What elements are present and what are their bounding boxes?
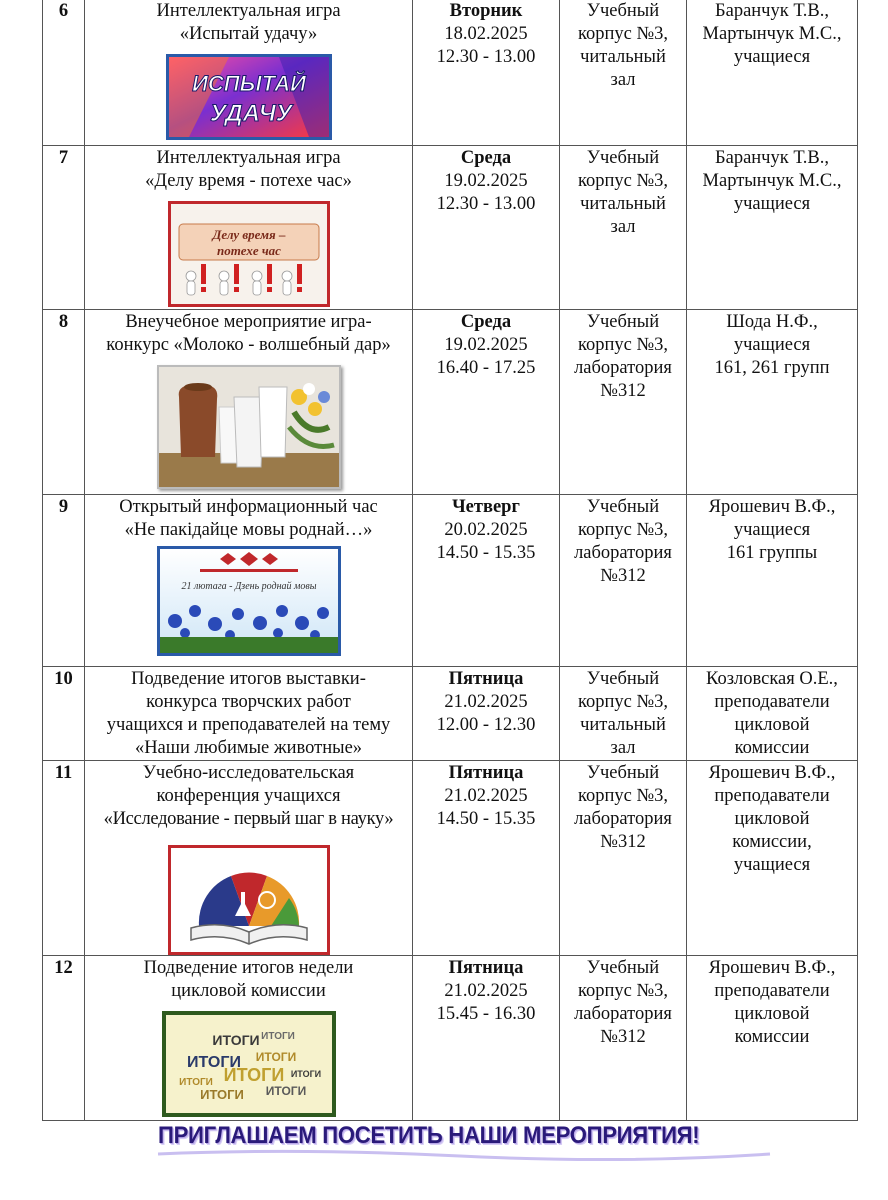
date: 20.02.2025 — [444, 520, 528, 540]
place-line: зал — [610, 70, 636, 90]
weekday: Среда — [460, 312, 512, 332]
event-title-line: «Делу время - потехе час» — [145, 171, 352, 191]
word-cloud-word: ИТОГИ — [290, 1069, 321, 1079]
place-cell — [560, 761, 687, 956]
place-cell — [560, 956, 687, 1121]
row-number: 10 — [43, 667, 85, 761]
date-cell — [413, 146, 560, 310]
cornflowers-ornament-icon — [157, 546, 341, 656]
responsible-line: Мартынчук М.С., — [702, 171, 842, 191]
word-cloud-word: ИТОГИ — [265, 1084, 306, 1098]
responsible-cell — [687, 956, 858, 1121]
date-cell — [413, 310, 560, 495]
responsible-line: 161 группы — [726, 543, 818, 563]
responsible-line: учащиеся — [733, 47, 811, 67]
table-row — [43, 495, 858, 667]
place-line: Учебный — [586, 148, 660, 168]
word-cloud-word: ИТОГИ — [255, 1050, 296, 1064]
place-line: корпус №3, — [577, 335, 669, 355]
place-line: корпус №3, — [577, 786, 669, 806]
row-number: 11 — [43, 761, 85, 956]
event-cell — [85, 146, 413, 310]
time: 15.45 - 16.30 — [436, 1004, 536, 1024]
lucky-game-banner-icon — [166, 54, 332, 140]
place-cell — [560, 0, 687, 146]
time: 12.30 - 13.00 — [436, 47, 536, 67]
date: 21.02.2025 — [444, 981, 528, 1001]
banner-text: Делу время – — [212, 227, 285, 242]
banner-text: потехе час — [216, 243, 281, 258]
responsible-line: комиссии — [734, 738, 810, 758]
table-row — [43, 310, 858, 495]
event-title-line: Учебно-исследовательская — [142, 763, 355, 783]
responsible-line: учащиеся — [733, 194, 811, 214]
event-title-line: Интеллектуальная игра — [156, 148, 341, 168]
place-cell — [560, 495, 687, 667]
science-book-emblem-icon — [168, 845, 330, 955]
event-title-line: Подведение итогов недели — [143, 958, 354, 978]
schedule-table — [42, 0, 858, 1121]
invitation-banner: ПРИГЛАШАЕМ ПОСЕТИТЬ НАШИ МЕРОПРИЯТИЯ! — [158, 1122, 700, 1149]
event-title-line: Открытый информационный час — [119, 497, 378, 517]
responsible-line: Козловская О.Е., — [706, 669, 838, 689]
responsible-line: преподаватели — [714, 692, 830, 712]
place-line: зал — [610, 217, 636, 237]
weekday: Пятница — [448, 669, 524, 689]
time: 12.00 - 12.30 — [436, 715, 536, 735]
weekday: Вторник — [449, 1, 523, 21]
weekday: Среда — [460, 148, 512, 168]
responsible-line: Ярошевич В.Ф., — [708, 958, 836, 978]
event-title-line: Интеллектуальная игра — [156, 1, 341, 21]
table-row — [43, 956, 858, 1121]
place-line: лаборатория — [574, 543, 672, 563]
date: 19.02.2025 — [444, 171, 528, 191]
responsible-line: цикловой — [734, 809, 810, 829]
responsible-line: Баранчук Т.В., — [714, 1, 830, 21]
word-cloud-word: ИТОГИ — [223, 1065, 284, 1085]
figures-exclamation-icon — [168, 201, 330, 307]
responsible-line: цикловой — [734, 715, 810, 735]
table-row — [43, 761, 858, 956]
time: 16.40 - 17.25 — [436, 358, 536, 378]
date: 21.02.2025 — [444, 786, 528, 806]
date-cell — [413, 761, 560, 956]
event-title-line: «Исследование - первый шаг в науку» — [103, 809, 394, 829]
responsible-cell — [687, 667, 858, 761]
milk-jug-glasses-icon — [157, 365, 341, 489]
event-title-line: Внеучебное мероприятие игра- — [125, 312, 372, 332]
place-line: Учебный — [586, 669, 660, 689]
place-line: лаборатория — [574, 358, 672, 378]
place-line: №312 — [600, 1027, 646, 1047]
time: 14.50 - 15.35 — [436, 809, 536, 829]
responsible-cell — [687, 310, 858, 495]
weekday: Пятница — [448, 958, 524, 978]
row-number: 6 — [43, 0, 85, 146]
event-title-line: «Не пакідайце мовы роднай…» — [124, 520, 373, 540]
responsible-cell — [687, 0, 858, 146]
weekday: Четверг — [452, 497, 520, 517]
responsible-line: преподаватели — [714, 981, 830, 1001]
event-cell — [85, 495, 413, 667]
table-row — [43, 667, 858, 761]
place-line: Учебный — [586, 312, 660, 332]
place-cell — [560, 310, 687, 495]
responsible-line: Ярошевич В.Ф., — [708, 497, 836, 517]
responsible-cell — [687, 495, 858, 667]
event-title-line: конкурс «Молоко - волшебный дар» — [106, 335, 391, 355]
date-cell — [413, 956, 560, 1121]
event-title-line: цикловой комиссии — [171, 981, 326, 1001]
place-cell — [560, 146, 687, 310]
place-line: корпус №3, — [577, 981, 669, 1001]
date: 21.02.2025 — [444, 692, 528, 712]
responsible-line: комиссии — [734, 1027, 810, 1047]
place-line: №312 — [600, 832, 646, 852]
place-line: Учебный — [586, 497, 660, 517]
date: 18.02.2025 — [444, 24, 528, 44]
place-line: лаборатория — [574, 1004, 672, 1024]
responsible-line: преподаватели — [714, 786, 830, 806]
place-line: лаборатория — [574, 809, 672, 829]
word-cloud-word: ИТОГИ — [199, 1087, 244, 1102]
word-cloud-word: ИТОГИ — [211, 1032, 260, 1048]
time: 14.50 - 15.35 — [436, 543, 536, 563]
row-number: 8 — [43, 310, 85, 495]
responsible-line: учащиеся — [733, 335, 811, 355]
date: 19.02.2025 — [444, 335, 528, 355]
responsible-line: комиссии, — [732, 832, 812, 852]
row-number: 9 — [43, 495, 85, 667]
place-line: Учебный — [586, 1, 660, 21]
word-cloud-word: ИТОГИ — [178, 1077, 213, 1088]
responsible-cell — [687, 146, 858, 310]
place-line: зал — [610, 738, 636, 758]
place-line: корпус №3, — [577, 520, 669, 540]
responsible-line: учащиеся — [733, 520, 811, 540]
time: 12.30 - 13.00 — [436, 194, 536, 214]
event-cell — [85, 761, 413, 956]
event-cell — [85, 956, 413, 1121]
banner-text: ИСПЫТАЙ — [191, 71, 306, 96]
event-cell — [85, 667, 413, 761]
date-cell — [413, 0, 560, 146]
responsible-cell — [687, 761, 858, 956]
place-line: читальный — [580, 47, 666, 67]
weekday: Пятница — [448, 763, 524, 783]
row-number: 7 — [43, 146, 85, 310]
banner-text: 21 лютага - Дзень роднай мовы — [180, 581, 317, 592]
responsible-line: Шода Н.Ф., — [726, 312, 818, 332]
place-line: корпус №3, — [577, 24, 669, 44]
event-title-line: Подведение итогов выставки- — [131, 669, 366, 689]
place-line: №312 — [600, 566, 646, 586]
responsible-line: 161, 261 групп — [714, 358, 830, 378]
word-cloud-word: ИТОГИ — [186, 1054, 241, 1071]
responsible-line: Ярошевич В.Ф., — [708, 763, 836, 783]
place-line: читальный — [580, 194, 666, 214]
responsible-line: Баранчук Т.В., — [714, 148, 830, 168]
date-cell — [413, 667, 560, 761]
row-number: 12 — [43, 956, 85, 1121]
responsible-line: Мартынчук М.С., — [702, 24, 842, 44]
word-cloud-word: ИТОГИ — [260, 1031, 295, 1042]
responsible-line: учащиеся — [733, 855, 811, 875]
word-cloud-itogi-icon — [162, 1011, 336, 1117]
place-line: Учебный — [586, 763, 660, 783]
date-cell — [413, 495, 560, 667]
place-line: корпус №3, — [577, 171, 669, 191]
banner-text: УДАЧУ — [209, 100, 292, 127]
event-title-line: конкурса творчских работ — [146, 692, 351, 712]
event-title-line: «Испытай удачу» — [179, 24, 318, 44]
place-line: читальный — [580, 715, 666, 735]
place-line: №312 — [600, 381, 646, 401]
place-line: корпус №3, — [577, 692, 669, 712]
event-cell — [85, 310, 413, 495]
event-title-line: конференция учащихся — [156, 786, 341, 806]
event-title-line: «Наши любимые животные» — [134, 738, 363, 758]
place-cell — [560, 667, 687, 761]
event-cell — [85, 0, 413, 146]
table-row — [43, 0, 858, 146]
responsible-line: цикловой — [734, 1004, 810, 1024]
table-row — [43, 146, 858, 310]
place-line: Учебный — [586, 958, 660, 978]
event-title-line: учащихся и преподавателей на тему — [106, 715, 391, 735]
